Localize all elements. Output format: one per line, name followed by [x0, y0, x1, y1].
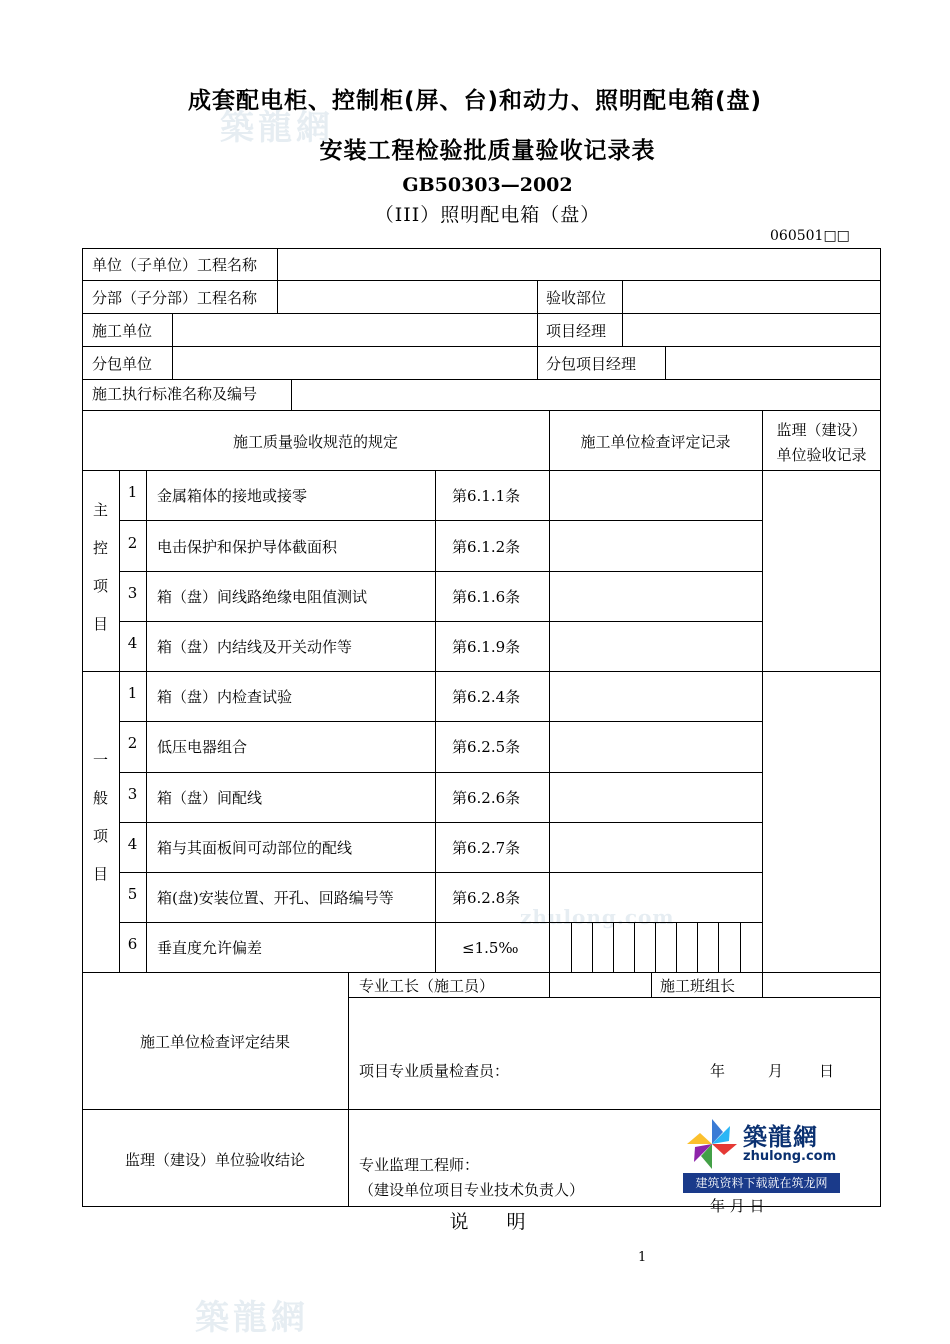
row-number: 2 [127, 534, 138, 552]
row-number: 6 [127, 935, 138, 953]
label-subcontract-unit: 分包单位 [92, 355, 153, 373]
logo-url: zhulong.com [743, 1149, 837, 1164]
row-clause: 第6.1.2条 [452, 538, 521, 556]
main-label-char: 主 [92, 501, 108, 519]
row-number: 3 [127, 785, 138, 803]
row-clause: 第6.2.6条 [452, 789, 521, 807]
date-month: 月 [768, 1062, 784, 1080]
label-project-manager: 项目经理 [546, 322, 607, 340]
zhulong-logo [683, 1113, 840, 1193]
row-item: 箱与其面板间可动部位的配线 [157, 839, 353, 857]
row-item: 低压电器组合 [157, 738, 248, 756]
label-construction-unit: 施工单位 [92, 322, 153, 340]
row-number: 1 [127, 483, 138, 501]
row-item: 箱（盘）间线路绝缘电阻值测试 [157, 588, 368, 606]
heading-check-record: 施工单位检查评定记录 [580, 433, 731, 451]
row-clause: 第6.2.7条 [452, 839, 521, 857]
row-clause: ≤1.5‰ [462, 939, 519, 957]
partial-date: 年 月 日 [710, 1197, 765, 1215]
main-label-char: 目 [92, 615, 108, 633]
document-title-line1: 成套配电柜、控制柜(屏、台)和动力、照明配电箱(盘) [187, 88, 763, 114]
label-foreman: 专业工长（施工员） [359, 977, 495, 995]
row-item: 箱（盘）内结线及开关动作等 [157, 638, 353, 656]
row-number: 4 [127, 634, 138, 652]
main-label-char: 控 [92, 539, 108, 557]
row-clause: 第6.2.5条 [452, 738, 521, 756]
general-label-char: 目 [92, 865, 108, 883]
explanation-heading: 说 明 [449, 1211, 526, 1233]
row-item: 箱（盘）内检查试验 [157, 688, 293, 706]
label-owner-tech-lead: （建设单位项目专业技术负责人） [359, 1181, 585, 1199]
row-clause: 第6.1.6条 [452, 588, 521, 606]
document-title-line2: 安装工程检验批质量验收记录表 [319, 138, 656, 164]
logo-name: 築龍網 [743, 1122, 818, 1151]
heading-spec: 施工质量验收规范的规定 [232, 433, 398, 451]
heading-supervision-line1: 监理（建设） [776, 421, 867, 439]
row-number: 5 [127, 885, 138, 903]
logo-slogan: 建筑资料下载就在筑龙网 [683, 1173, 840, 1193]
watermark-url: zhulong.com [520, 905, 675, 929]
form-code: 060501□□ [770, 228, 850, 244]
row-number: 4 [127, 835, 138, 853]
row-item: 垂直度允许偏差 [157, 939, 263, 957]
label-construction-result: 施工单位检查评定结果 [139, 1033, 290, 1051]
label-standard-name: 施工执行标准名称及编号 [92, 385, 258, 403]
heading-supervision-line2: 单位验收记录 [776, 446, 867, 464]
row-clause: 第6.2.8条 [452, 889, 521, 907]
main-label-char: 项 [92, 577, 108, 595]
date-day: 日 [819, 1062, 835, 1080]
label-quality-inspector: 项目专业质量检查员： [359, 1062, 510, 1080]
row-item: 箱（盘）间配线 [157, 789, 263, 807]
date-year: 年 [710, 1062, 726, 1080]
row-clause: 第6.2.4条 [452, 688, 521, 706]
row-number: 3 [127, 584, 138, 602]
standard-code: GB50303—2002 [402, 174, 573, 196]
label-team-leader: 施工班组长 [660, 977, 736, 995]
row-number: 1 [127, 684, 138, 702]
label-acceptance-part: 验收部位 [546, 289, 607, 307]
watermark-logo-top: 築龍網 [220, 108, 334, 148]
row-clause: 第6.1.1条 [452, 487, 521, 505]
label-division-project-name: 分部（子分部）工程名称 [92, 289, 258, 307]
general-label-char: 一 [92, 751, 108, 769]
label-supervision-conclusion: 监理（建设）单位验收结论 [124, 1151, 305, 1169]
pinwheel-icon [685, 1117, 739, 1171]
general-label-char: 项 [92, 827, 108, 845]
page-number: 1 [638, 1250, 647, 1265]
general-label-char: 般 [92, 789, 108, 807]
row-number: 2 [127, 734, 138, 752]
row-clause: 第6.1.9条 [452, 638, 521, 656]
row-item: 箱(盘)安装位置、开孔、回路编号等 [157, 889, 394, 907]
document-subtitle: （III）照明配电箱（盘） [374, 204, 601, 226]
watermark-logo-bottom: 築龍網 [195, 1298, 309, 1338]
label-unit-project-name: 单位（子单位）工程名称 [92, 256, 258, 274]
label-subcontract-manager: 分包项目经理 [546, 355, 637, 373]
row-item: 电击保护和保护导体截面积 [157, 538, 338, 556]
row-item: 金属箱体的接地或接零 [157, 487, 308, 505]
label-supervision-engineer: 专业监理工程师： [359, 1156, 480, 1174]
